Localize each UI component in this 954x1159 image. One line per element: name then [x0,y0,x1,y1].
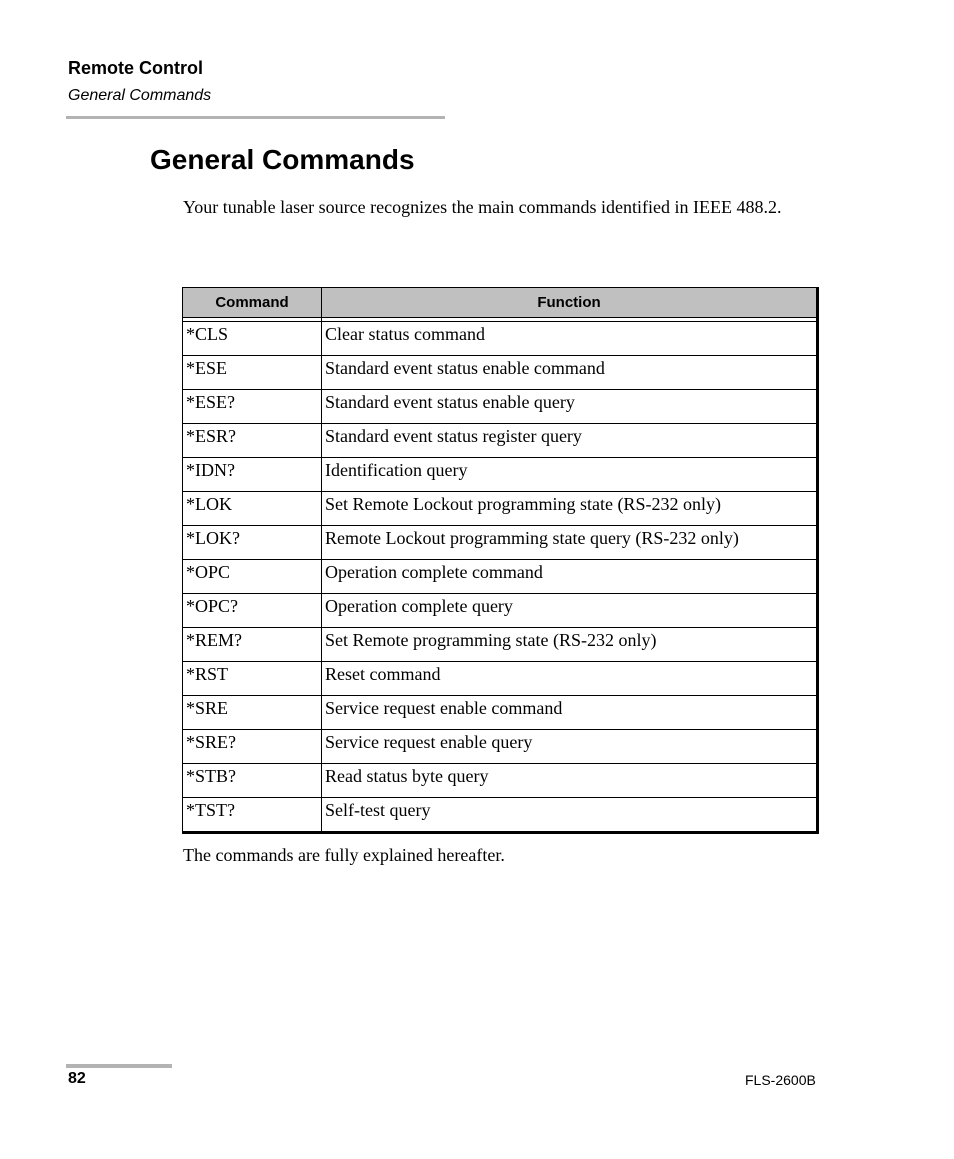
page-title: General Commands [150,144,415,175]
closing-paragraph: The commands are fully explained hereafter. [183,845,505,865]
running-header-subsection: General Commands [68,87,212,104]
table-row [183,696,818,730]
function-cell: Set Remote Lockout programming state (RS-232 only) [322,492,818,526]
table-row [183,730,818,764]
table-row [183,526,818,560]
table-row [183,356,818,390]
function-cell: Read status byte query [322,764,818,798]
function-cell: Service request enable query [322,730,818,764]
function-cell: Standard event status enable query [322,390,818,424]
function-cell: Remote Lockout programming state query (RS-232 only) [322,526,818,560]
function-cell: Identification query [322,458,818,492]
page-number: 82 [68,1070,86,1087]
command-cell: *LOK? [183,526,322,560]
table-row [183,424,818,458]
table-row [183,662,818,696]
table-row [183,594,818,628]
command-cell: *ESR? [183,424,322,458]
command-cell: *STB? [183,764,322,798]
command-cell: *LOK [183,492,322,526]
function-cell: Service request enable command [322,696,818,730]
column-header-command: Command [183,288,322,318]
command-cell: *OPC [183,560,322,594]
commands-table [182,287,819,834]
table-header-row [183,288,818,318]
function-cell: Operation complete query [322,594,818,628]
command-cell: *IDN? [183,458,322,492]
command-cell: *SRE? [183,730,322,764]
table-row [183,764,818,798]
table-row [183,798,818,833]
column-header-function: Function [322,288,818,318]
table-row [183,492,818,526]
table-row [183,390,818,424]
function-cell: Operation complete command [322,560,818,594]
command-cell: *CLS [183,322,322,356]
function-cell: Reset command [322,662,818,696]
footer-rule [66,1064,172,1068]
function-cell: Standard event status register query [322,424,818,458]
command-cell: *RST [183,662,322,696]
document-id: FLS-2600B [745,1072,816,1088]
header-rule [66,116,445,119]
table-row [183,560,818,594]
command-cell: *ESE [183,356,322,390]
command-cell: *SRE [183,696,322,730]
intro-paragraph: Your tunable laser source recognizes the main commands identified in IEEE 488.2. [183,197,782,217]
command-cell: *TST? [183,798,322,833]
table-row [183,628,818,662]
table-row [183,322,818,356]
running-header-section: Remote Control [68,58,203,78]
table-body [183,318,818,833]
function-cell: Clear status command [322,322,818,356]
function-cell: Self-test query [322,798,818,833]
function-cell: Set Remote programming state (RS-232 only) [322,628,818,662]
command-cell: *ESE? [183,390,322,424]
table-row [183,458,818,492]
command-cell: *REM? [183,628,322,662]
function-cell: Standard event status enable command [322,356,818,390]
command-cell: *OPC? [183,594,322,628]
